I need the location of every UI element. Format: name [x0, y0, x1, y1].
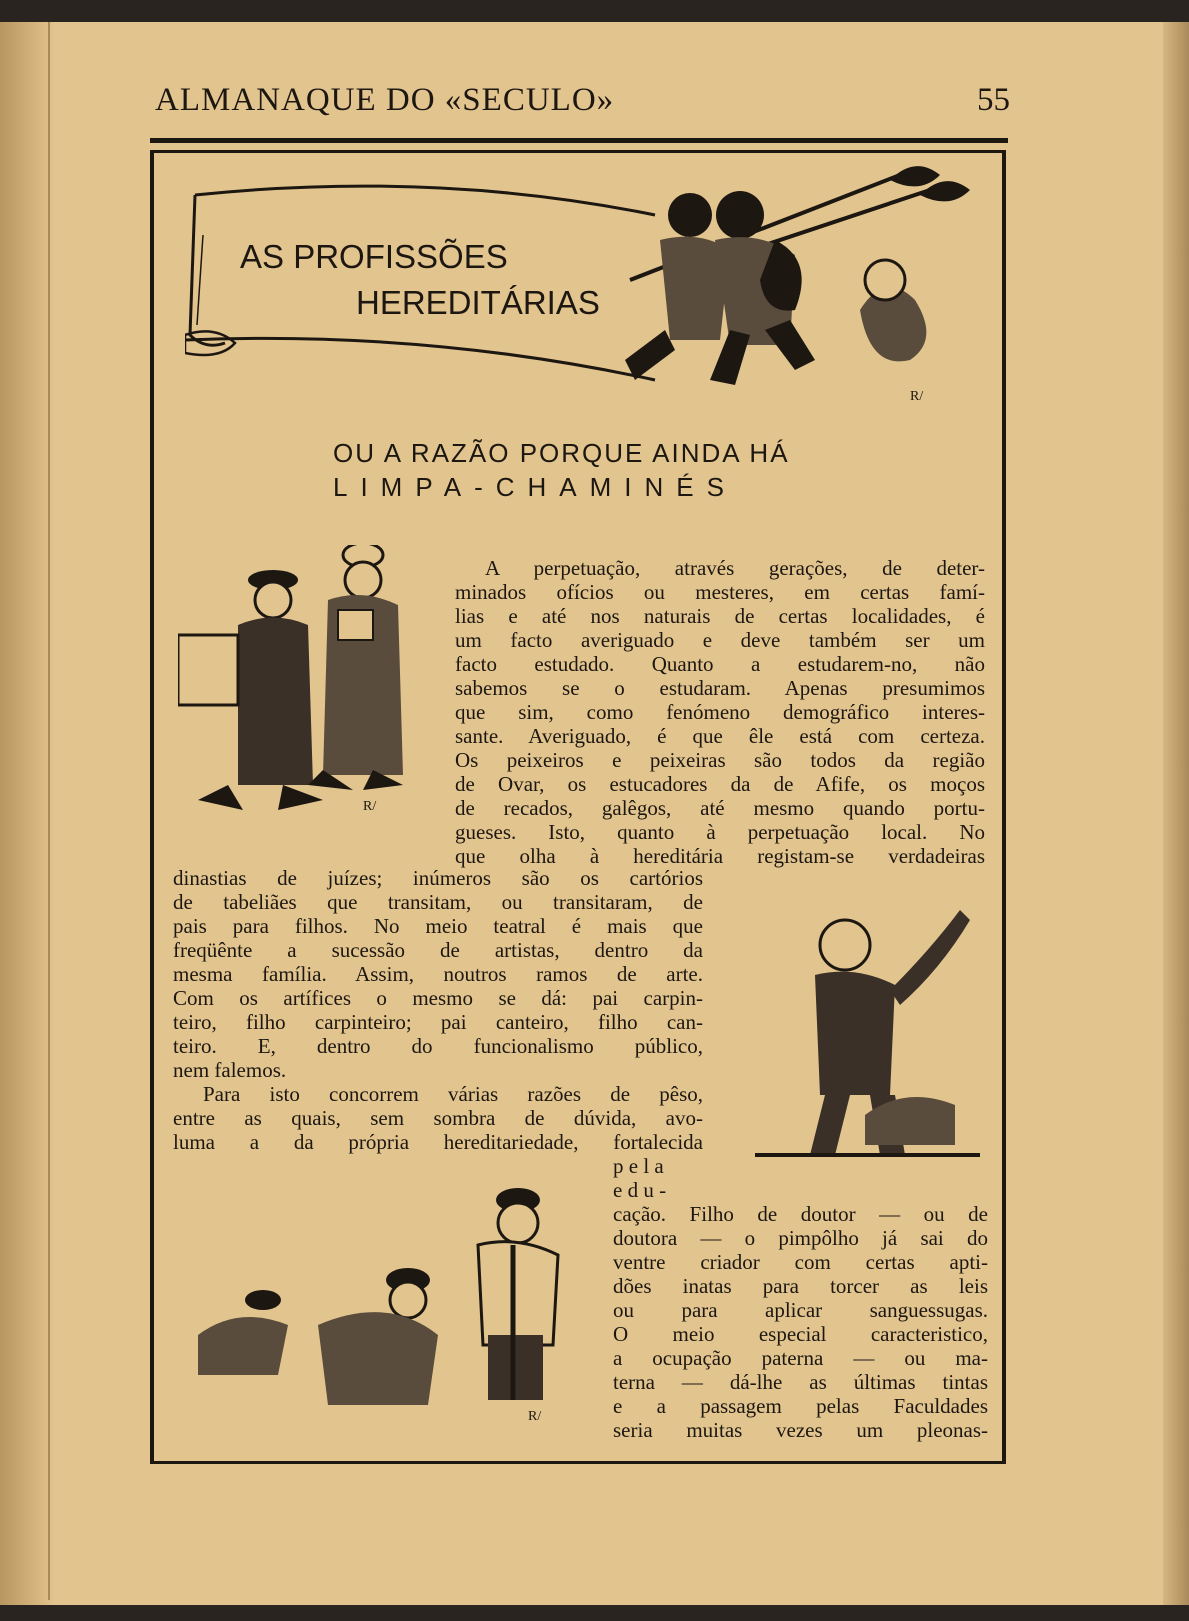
- two-men-drawing: [178, 545, 428, 830]
- text-line: terna — dá-lhe as últimas tintas: [613, 1370, 988, 1394]
- text-line: cação. Filho de doutor — ou de: [613, 1202, 988, 1226]
- text-line: ou para aplicar sanguessugas.: [613, 1298, 988, 1322]
- header-rule: [150, 138, 1008, 143]
- text-line: lias e até nos naturais de certas localidades, é: [455, 604, 985, 628]
- banner-title-line1: AS PROFISSÕES: [240, 238, 508, 275]
- text-line: sabemos se o estudaram. Apenas presumimos: [455, 676, 985, 700]
- signature-chimney: R/: [910, 389, 924, 404]
- text-line: O meio especial caracteristico,: [613, 1322, 988, 1346]
- book-spine: [0, 0, 55, 1621]
- article-text-block-a: [455, 556, 985, 868]
- text-line: p e l a: [613, 1154, 664, 1178]
- text-line: teiro, filho carpinteiro; pai canteiro, filho can-: [173, 1010, 703, 1034]
- subtitle-line1: OU A RAZÃO PORQUE AINDA HÁ: [333, 438, 790, 468]
- text-line: gueses. Isto, quanto à perpetuação local. No: [455, 820, 985, 844]
- orator-drawing: [745, 905, 990, 1165]
- two-men-illustration: [178, 545, 428, 830]
- article-text-block-b: [173, 866, 703, 1154]
- text-line: de Ovar, os estucadores da de Afife, os moços: [455, 772, 985, 796]
- text-line: dões inatas para torcer as leis: [613, 1274, 988, 1298]
- text-line: de recados, galêgos, até mesmo quando portu-: [455, 796, 985, 820]
- text-line: pais para filhos. No meio teatral é mais que: [173, 914, 703, 938]
- scan-border-bottom: [0, 1605, 1189, 1621]
- text-line: mesma família. Assim, noutros ramos de arte.: [173, 962, 703, 986]
- text-line: facto estudado. Quanto a estudarem-no, não: [455, 652, 985, 676]
- text-line: doutora — o pimpôlho já sai do: [613, 1226, 988, 1250]
- workers-drawing: [178, 1185, 598, 1435]
- text-line: minados ofícios ou mesteres, em certas famí-: [455, 580, 985, 604]
- scan-border-top: [0, 0, 1189, 22]
- text-line: de tabeliães que transitam, ou transitaram, de: [173, 890, 703, 914]
- text-line: Para isto concorrem várias razões de pêso,: [203, 1082, 703, 1106]
- text-line: freqüênte a sucessão de artistas, dentro da: [173, 938, 703, 962]
- subtitle-line2: LIMPA-CHAMINÉS: [333, 472, 737, 502]
- text-line: e a passagem pelas Faculdades: [613, 1394, 988, 1418]
- signature-workers: R/: [528, 1409, 542, 1424]
- chimney-sweeps-illustration: [600, 160, 990, 410]
- orator-illustration: [745, 905, 990, 1165]
- banner-title-line2: HEREDITÁRIAS: [356, 284, 600, 321]
- text-line: sante. Averiguado, é que êle está com certeza.: [455, 724, 985, 748]
- page-edge-right: [1163, 0, 1189, 1621]
- running-header: [155, 82, 1010, 132]
- spine-fold: [48, 20, 50, 1600]
- text-line: teiro. E, dentro do funcionalismo público,: [173, 1034, 703, 1058]
- text-line: e d u -: [613, 1178, 667, 1202]
- text-line: A perpetuação, através gerações, de deter-: [485, 556, 985, 580]
- article-text-block-c: [613, 1154, 988, 1442]
- page-number: 55: [977, 82, 1010, 118]
- text-line: um facto averiguado e deve também ser um: [455, 628, 985, 652]
- publication-title: ALMANAQUE DO «SECULO»: [155, 82, 615, 118]
- text-line: Os peixeiros e peixeiras são todos da região: [455, 748, 985, 772]
- text-line: Com os artífices o mesmo se dá: pai carpin-: [173, 986, 703, 1010]
- signature-two-men: R/: [363, 799, 377, 814]
- text-line: ventre criador com certas apti-: [613, 1250, 988, 1274]
- text-line: luma a da própria hereditariedade, fortalecida: [173, 1130, 703, 1154]
- text-line: seria muitas vezes um pleonas-: [613, 1418, 988, 1442]
- text-line: que sim, como fenómeno demográfico interes-: [455, 700, 985, 724]
- text-line: a ocupação paterna — ou ma-: [613, 1346, 988, 1370]
- workers-illustration: [178, 1185, 598, 1435]
- text-line: entre as quais, sem sombra de dúvida, avo-: [173, 1106, 703, 1130]
- text-line: dinastias de juízes; inúmeros são os cartórios: [173, 866, 703, 890]
- text-line: nem falemos.: [173, 1058, 287, 1082]
- chimney-sweeps-drawing: [600, 160, 990, 410]
- text-line: que olha à hereditária registam-se verdadeiras: [455, 844, 985, 868]
